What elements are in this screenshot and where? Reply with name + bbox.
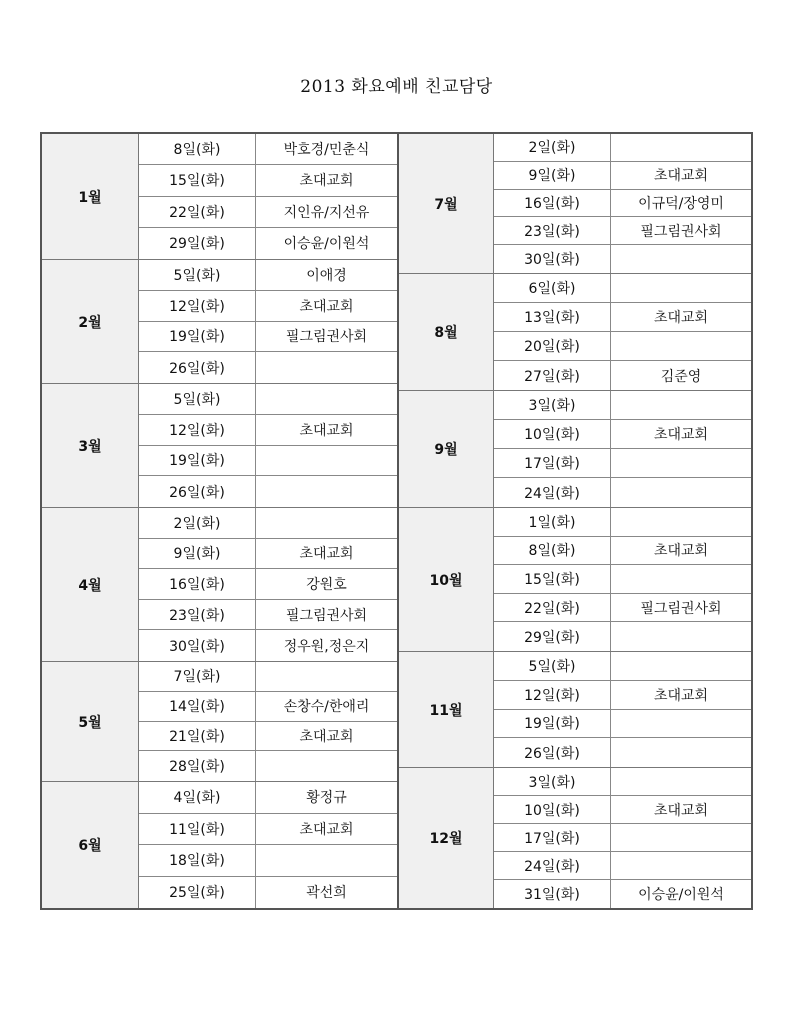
date-cell: 21일(화) [139,722,256,751]
date-cell: 23일(화) [494,217,611,244]
host-cell: 강원호 [306,576,347,593]
table-row [494,738,751,767]
month-block [399,391,751,508]
table-row [494,768,751,796]
table-row [494,852,751,880]
page-title: 2013 화요예배 친교담당 [300,77,493,97]
host-cell: 초대교회 [299,728,354,745]
date-cell: 29일(화) [494,622,611,651]
host-cell: 초대교회 [299,298,354,315]
table-row [494,134,751,162]
month-block [42,782,397,908]
host-cell: 초대교회 [653,543,709,560]
host-cell: 정우원,정은지 [283,638,370,655]
host-cell [611,134,751,161]
table-row [494,449,751,478]
table-row [139,782,397,814]
host-cell [256,446,397,476]
table-row [494,190,751,218]
date-cell: 3일(화) [494,391,611,419]
date-cell: 28일(화) [139,751,256,781]
table-row [494,681,751,710]
table-row [139,877,397,909]
month-block [42,134,397,260]
date-cell: 19일(화) [139,322,256,352]
host-cell: 초대교회 [653,687,709,704]
host-cell [611,332,751,360]
host-cell: 필그림권사회 [640,600,722,617]
host-cell [256,384,397,414]
date-cell: 1일(화) [494,508,611,536]
host-cell: 필그림권사회 [285,329,368,346]
host-cell: 필그림권사회 [285,607,368,624]
table-row [139,228,397,259]
table-row [494,274,751,303]
table-row [494,478,751,507]
host-cell [611,391,751,419]
table-row [494,652,751,681]
host-cell [256,845,397,876]
month-block [42,384,397,508]
month-label: 3월 [42,384,139,507]
host-cell: 박호경/민춘식 [283,142,370,159]
month-block [42,662,397,782]
table-row [494,594,751,623]
table-row [139,322,397,353]
host-cell [256,751,397,781]
host-cell: 김준영 [660,368,702,385]
table-row [139,722,397,752]
table-row [494,361,751,390]
table-row [494,245,751,273]
date-cell: 27일(화) [494,361,611,390]
host-cell: 초대교회 [299,821,354,838]
host-cell [256,508,397,538]
date-cell: 26일(화) [139,476,256,507]
month-label: 10월 [399,508,494,651]
month-label: 2월 [42,260,139,383]
table-row [494,824,751,852]
date-cell: 19일(화) [139,446,256,476]
table-row [494,710,751,739]
table-row [494,537,751,566]
host-cell: 이애경 [306,267,347,284]
schedule-table [40,132,753,910]
table-row [494,565,751,594]
host-cell: 이승윤/이원석 [283,236,370,253]
date-cell: 20일(화) [494,332,611,360]
date-cell: 12일(화) [494,681,611,709]
host-cell: 초대교회 [299,546,354,563]
month-label: 7월 [399,134,494,273]
table-row [139,662,397,692]
host-cell [611,274,751,302]
host-cell [256,352,397,383]
host-cell [611,768,751,795]
table-row [494,622,751,651]
date-cell: 3일(화) [494,768,611,795]
month-block [399,652,751,768]
date-cell: 16일(화) [494,190,611,217]
date-cell: 24일(화) [494,852,611,879]
table-row [494,796,751,824]
date-cell: 2일(화) [494,134,611,161]
table-row [139,814,397,846]
host-cell: 초대교회 [299,173,354,190]
table-row [139,134,397,165]
month-label: 12월 [399,768,494,908]
host-cell [611,449,751,477]
date-cell: 23일(화) [139,600,256,630]
table-row [139,384,397,415]
table-row [494,420,751,449]
month-label: 6월 [42,782,139,908]
date-cell: 31일(화) [494,880,611,908]
month-label: 5월 [42,662,139,781]
table-row [139,352,397,383]
date-cell: 15일(화) [494,565,611,593]
table-row [139,845,397,877]
table-row [494,303,751,332]
date-cell: 10일(화) [494,796,611,823]
date-cell: 4일(화) [139,782,256,813]
host-cell [611,852,751,879]
date-cell: 15일(화) [139,165,256,195]
host-cell: 초대교회 [653,168,709,185]
host-cell [611,738,751,767]
date-cell: 6일(화) [494,274,611,302]
host-cell: 초대교회 [653,427,709,443]
date-cell: 9일(화) [139,539,256,569]
date-cell: 13일(화) [494,303,611,331]
host-cell: 이규덕/장영미 [638,195,724,212]
table-row [139,197,397,228]
date-cell: 10일(화) [494,420,611,448]
date-cell: 26일(화) [494,738,611,767]
table-row [139,751,397,781]
table-row [139,446,397,477]
table-row [139,539,397,570]
date-cell: 14일(화) [139,692,256,721]
date-cell: 2일(화) [139,508,256,538]
schedule-right-half [397,134,751,908]
date-cell: 17일(화) [494,449,611,477]
table-row [139,260,397,291]
date-cell: 17일(화) [494,824,611,851]
date-cell: 12일(화) [139,291,256,321]
host-cell [611,245,751,273]
table-row [139,569,397,600]
date-cell: 30일(화) [494,245,611,273]
month-block [42,260,397,384]
host-cell [256,662,397,691]
host-cell: 필그림권사회 [640,223,722,240]
date-cell: 29일(화) [139,228,256,259]
date-cell: 18일(화) [139,845,256,876]
table-row [139,600,397,631]
table-row [494,217,751,245]
month-label: 1월 [42,134,139,259]
table-row [494,508,751,537]
month-label: 11월 [399,652,494,767]
table-row [139,415,397,446]
month-block [42,508,397,662]
date-cell: 30일(화) [139,630,256,661]
month-label: 9월 [399,391,494,507]
date-cell: 26일(화) [139,352,256,383]
month-label: 4월 [42,508,139,661]
host-cell: 초대교회 [653,310,709,326]
month-block [399,274,751,391]
month-block [399,134,751,274]
date-cell: 5일(화) [139,384,256,414]
host-cell [611,710,751,738]
table-row [139,165,397,196]
host-cell: 초대교회 [299,422,354,439]
host-cell [611,478,751,507]
date-cell: 9일(화) [494,162,611,189]
table-row [139,291,397,322]
date-cell: 5일(화) [139,260,256,290]
date-cell: 11일(화) [139,814,256,845]
schedule-left-half [42,134,397,908]
table-row [494,162,751,190]
month-label: 8월 [399,274,494,390]
host-cell [611,565,751,593]
date-cell: 24일(화) [494,478,611,507]
date-cell: 8일(화) [139,134,256,164]
date-cell: 8일(화) [494,537,611,565]
host-cell: 곽선희 [306,885,347,902]
host-cell: 손창수/한애리 [283,699,370,716]
date-cell: 12일(화) [139,415,256,445]
date-cell: 22일(화) [139,197,256,227]
date-cell: 22일(화) [494,594,611,622]
date-cell: 25일(화) [139,877,256,909]
date-cell: 5일(화) [494,652,611,680]
date-cell: 16일(화) [139,569,256,599]
host-cell [611,824,751,851]
table-row [139,692,397,722]
host-cell [611,652,751,680]
table-row [494,880,751,908]
host-cell: 지인유/지선유 [283,204,370,221]
host-cell [256,476,397,507]
host-cell: 이승윤/이원석 [638,887,724,903]
date-cell: 19일(화) [494,710,611,738]
month-block [399,768,751,908]
host-cell [611,508,751,536]
table-row [494,391,751,420]
host-cell [611,622,751,651]
host-cell: 황정규 [306,790,347,807]
table-row [139,476,397,507]
month-block [399,508,751,652]
table-row [139,630,397,661]
host-cell: 초대교회 [653,802,709,819]
table-row [139,508,397,539]
table-row [494,332,751,361]
date-cell: 7일(화) [139,662,256,691]
